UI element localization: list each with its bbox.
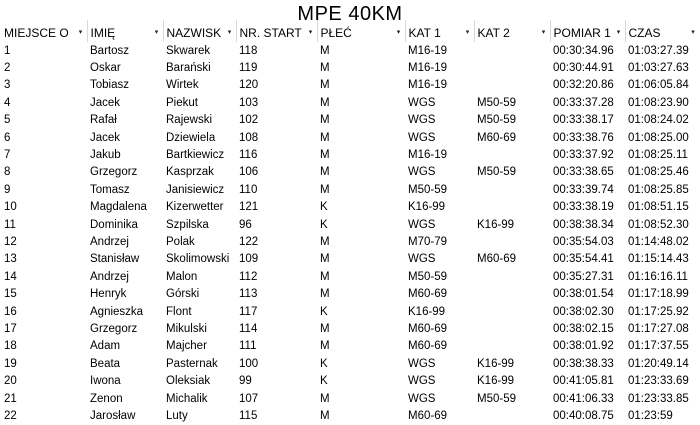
cell-gender: M	[320, 270, 330, 283]
cell-category-2: M50-59	[477, 166, 516, 179]
cell-place: 6	[4, 131, 11, 144]
cell-split-1: 00:41:06.33	[553, 392, 614, 405]
cell-gender: M	[320, 149, 330, 162]
cell-last-name: Flont	[166, 305, 192, 318]
cell-gender: K	[320, 201, 328, 214]
cell-place: 5	[4, 114, 11, 127]
cell-gender: M	[320, 183, 330, 196]
cell-start-number: 113	[239, 288, 258, 301]
cell-time: 01:08:25.11	[628, 149, 688, 162]
table-body	[1, 42, 699, 425]
cell-split-1: 00:35:54.03	[553, 235, 614, 248]
filter-dropdown-icon[interactable]: ▾	[396, 29, 401, 36]
cell-category-2	[474, 303, 550, 320]
cell-category-1: WGS	[408, 392, 436, 405]
table-row	[1, 338, 699, 355]
cell-gender: M	[320, 166, 330, 179]
column-header-place[interactable]	[1, 20, 87, 42]
cell-split-1: 00:40:08.75	[553, 409, 614, 422]
cell-start-number: 103	[239, 96, 259, 109]
table-row	[1, 233, 699, 250]
column-header-label: KAT 2	[477, 26, 510, 40]
cell-gender: M	[320, 79, 330, 92]
filter-dropdown-icon[interactable]: ▾	[616, 29, 621, 36]
cell-category-1: WGS	[408, 114, 436, 127]
cell-start-number: 102	[239, 114, 259, 127]
cell-last-name: Malon	[166, 270, 198, 283]
table-row	[1, 181, 699, 198]
cell-gender: M	[320, 44, 330, 57]
cell-time: 01:08:25.00	[628, 131, 689, 144]
column-header-split-1[interactable]	[550, 20, 625, 42]
cell-first-name: Agnieszka	[90, 305, 144, 318]
column-header-label: PŁEĆ	[320, 26, 352, 40]
column-header-start-number[interactable]	[236, 20, 317, 42]
cell-last-name: Bartkiewicz	[166, 149, 225, 162]
cell-category-2	[474, 77, 550, 94]
cell-split-1: 00:33:38.19	[553, 201, 614, 214]
table-row	[1, 77, 699, 94]
cell-place: 10	[4, 201, 17, 214]
cell-category-2: M60-69	[477, 131, 516, 144]
cell-start-number: 121	[239, 201, 259, 214]
cell-start-number: 100	[239, 357, 259, 370]
cell-category-1: M60-69	[408, 288, 447, 301]
cell-time: 01:06:05.84	[628, 79, 689, 92]
cell-last-name: Luty	[166, 409, 188, 422]
cell-place: 16	[4, 305, 17, 318]
column-header-label: POMIAR 1	[553, 26, 611, 40]
cell-time: 01:23:59	[628, 409, 673, 422]
column-header-label: CZAS	[628, 26, 661, 40]
cell-start-number: 119	[239, 62, 258, 75]
cell-last-name: Górski	[166, 288, 200, 301]
cell-last-name: Skwarek	[166, 44, 211, 57]
filter-dropdown-icon[interactable]: ▾	[691, 29, 695, 36]
cell-gender: M	[320, 409, 330, 422]
cell-split-1: 00:33:37.28	[553, 96, 614, 109]
cell-category-1: WGS	[408, 357, 436, 370]
cell-split-1: 00:41:05.81	[553, 375, 614, 388]
cell-start-number: 109	[239, 253, 259, 266]
cell-start-number: 120	[239, 79, 259, 92]
filter-dropdown-icon[interactable]: ▾	[465, 29, 470, 36]
cell-first-name: Tomasz	[90, 183, 130, 196]
table-row	[1, 303, 699, 320]
cell-category-1: WGS	[408, 131, 436, 144]
cell-first-name: Jakub	[90, 149, 121, 162]
filter-dropdown-icon[interactable]: ▾	[541, 29, 546, 36]
cell-first-name: Beata	[90, 357, 121, 370]
cell-start-number: 99	[239, 375, 252, 388]
cell-time: 01:08:25.46	[628, 166, 689, 179]
table-row	[1, 164, 699, 181]
cell-place: 13	[4, 253, 17, 266]
cell-gender: M	[320, 131, 330, 144]
cell-last-name: Szpilska	[166, 218, 209, 231]
cell-category-1: K16-99	[408, 201, 446, 214]
cell-category-1: WGS	[408, 96, 436, 109]
cell-gender: M	[320, 96, 330, 109]
filter-dropdown-icon[interactable]: ▾	[308, 29, 313, 36]
cell-category-2	[474, 285, 550, 302]
cell-category-1: M16-19	[408, 44, 447, 57]
cell-category-2	[474, 42, 550, 59]
cell-time: 01:17:18.99	[628, 288, 689, 301]
cell-split-1: 00:30:44.91	[553, 62, 614, 75]
cell-gender: M	[320, 62, 330, 75]
filter-dropdown-icon[interactable]: ▾	[78, 29, 83, 36]
cell-last-name: Pasternak	[166, 357, 218, 370]
table-row	[1, 390, 699, 407]
cell-category-1: M16-19	[408, 62, 447, 75]
cell-first-name: Dominika	[90, 218, 138, 231]
cell-start-number: 116	[239, 149, 258, 162]
cell-category-1: M50-59	[408, 270, 447, 283]
cell-split-1: 00:30:34.96	[553, 44, 614, 57]
cell-first-name: Jacek	[90, 96, 121, 109]
cell-place: 9	[4, 183, 11, 196]
cell-gender: K	[320, 375, 328, 388]
cell-first-name: Tobiasz	[90, 79, 129, 92]
column-header-category-2[interactable]	[474, 20, 550, 42]
cell-time: 01:20:49.14	[628, 357, 689, 370]
table-row	[1, 216, 699, 233]
cell-first-name: Iwona	[90, 375, 121, 388]
cell-category-1: WGS	[408, 218, 436, 231]
cell-last-name: Rajewski	[166, 114, 213, 127]
cell-place: 2	[4, 62, 11, 75]
cell-gender: M	[320, 235, 330, 248]
cell-time: 01:08:51.15	[628, 201, 689, 214]
column-header-label: NAZWISK	[166, 26, 222, 40]
cell-category-1: WGS	[408, 166, 436, 179]
cell-category-2: M50-59	[477, 392, 516, 405]
cell-category-1: M70-79	[408, 235, 447, 248]
cell-first-name: Jarosław	[90, 409, 136, 422]
cell-start-number: 112	[239, 270, 258, 283]
results-table	[1, 20, 699, 425]
cell-first-name: Magdalena	[90, 201, 147, 214]
cell-start-number: 118	[239, 44, 258, 57]
cell-time: 01:08:25.85	[628, 183, 689, 196]
cell-place: 19	[4, 357, 17, 370]
cell-gender: M	[320, 288, 330, 301]
cell-time: 01:03:27.39	[628, 44, 689, 57]
cell-category-1: M16-19	[408, 79, 447, 92]
column-header-gender[interactable]	[317, 20, 405, 42]
table-row	[1, 94, 699, 111]
cell-start-number: 115	[239, 409, 258, 422]
cell-category-2	[474, 407, 550, 424]
cell-place: 4	[4, 96, 11, 109]
cell-last-name: Oleksiak	[166, 375, 211, 388]
cell-place: 8	[4, 166, 11, 179]
cell-last-name: Piekut	[166, 96, 198, 109]
cell-category-1: K16-99	[408, 305, 446, 318]
cell-split-1: 00:38:38.33	[553, 357, 614, 370]
cell-place: 14	[4, 270, 17, 283]
cell-first-name: Rafał	[90, 114, 117, 127]
column-header-time[interactable]	[625, 20, 699, 42]
table-row	[1, 407, 699, 424]
cell-category-2: K16-99	[477, 375, 515, 388]
cell-category-1: M60-69	[408, 322, 447, 335]
table-row	[1, 355, 699, 372]
cell-category-1: M60-69	[408, 340, 447, 353]
cell-time: 01:23:33.69	[628, 375, 689, 388]
cell-category-2	[474, 199, 550, 216]
cell-last-name: Majcher	[166, 340, 207, 353]
cell-first-name: Oskar	[90, 62, 121, 75]
table-row	[1, 42, 699, 59]
cell-start-number: 96	[239, 218, 252, 231]
cell-last-name: Skolimowski	[166, 253, 230, 266]
cell-split-1: 00:33:39.74	[553, 183, 614, 196]
cell-split-1: 00:38:02.30	[553, 305, 614, 318]
cell-start-number: 107	[239, 392, 259, 405]
cell-place: 20	[4, 375, 17, 388]
cell-gender: K	[320, 218, 328, 231]
cell-time: 01:08:52.30	[628, 218, 689, 231]
cell-start-number: 108	[239, 131, 259, 144]
table-row	[1, 372, 699, 389]
cell-gender: M	[320, 322, 330, 335]
table-row	[1, 199, 699, 216]
cell-last-name: Dziewiela	[166, 131, 216, 144]
cell-category-2: K16-99	[477, 218, 515, 231]
cell-place: 11	[4, 218, 16, 231]
cell-place: 21	[4, 392, 17, 405]
cell-last-name: Michalik	[166, 392, 208, 405]
cell-category-1: M50-59	[408, 183, 447, 196]
column-header-last-name[interactable]	[163, 20, 236, 42]
table-row	[1, 59, 699, 76]
cell-start-number: 117	[239, 305, 258, 318]
cell-start-number: 114	[239, 322, 258, 335]
cell-gender: K	[320, 305, 328, 318]
cell-first-name: Andrzej	[90, 235, 129, 248]
cell-gender: M	[320, 114, 330, 127]
cell-category-1: WGS	[408, 375, 436, 388]
cell-first-name: Grzegorz	[90, 322, 138, 335]
table-row	[1, 320, 699, 337]
cell-last-name: Polak	[166, 235, 195, 248]
cell-last-name: Barański	[166, 62, 211, 75]
cell-category-2	[474, 59, 550, 76]
cell-place: 1	[4, 44, 11, 57]
cell-first-name: Zenon	[90, 392, 123, 405]
cell-gender: M	[320, 392, 330, 405]
column-header-label: KAT 1	[408, 26, 441, 40]
cell-category-2	[474, 146, 550, 163]
cell-place: 12	[4, 235, 17, 248]
cell-first-name: Grzegorz	[90, 166, 138, 179]
table-row	[1, 112, 699, 129]
cell-last-name: Janisiewicz	[166, 183, 225, 196]
cell-split-1: 00:38:02.15	[553, 322, 614, 335]
cell-place: 18	[4, 340, 17, 353]
column-header-label: IMIĘ	[90, 26, 116, 40]
cell-time: 01:08:23.90	[628, 96, 689, 109]
cell-split-1: 00:38:01.54	[553, 288, 614, 301]
cell-category-2	[474, 181, 550, 198]
cell-split-1: 00:35:54.41	[553, 253, 614, 266]
cell-category-1: M16-19	[408, 149, 447, 162]
filter-dropdown-icon[interactable]: ▾	[154, 29, 159, 36]
cell-time: 01:15:14.43	[628, 253, 689, 266]
page-title: MPE 40KM	[297, 3, 403, 25]
filter-dropdown-icon[interactable]: ▾	[227, 29, 232, 36]
cell-split-1: 00:38:38.34	[553, 218, 614, 231]
cell-first-name: Bartosz	[90, 44, 129, 57]
cell-place: 22	[4, 409, 17, 422]
cell-category-2: K16-99	[477, 357, 515, 370]
cell-first-name: Stanisław	[90, 253, 140, 266]
cell-split-1: 00:33:38.65	[553, 166, 614, 179]
table-row	[1, 268, 699, 285]
cell-start-number: 106	[239, 166, 259, 179]
cell-time: 01:14:48.02	[628, 235, 689, 248]
cell-last-name: Kizerwetter	[166, 201, 224, 214]
cell-time: 01:08:24.02	[628, 114, 689, 127]
table-row	[1, 251, 699, 268]
cell-gender: K	[320, 357, 328, 370]
column-header-first-name[interactable]	[87, 20, 163, 42]
cell-first-name: Adam	[90, 340, 121, 353]
cell-time: 01:03:27.63	[628, 62, 689, 75]
cell-gender: M	[320, 253, 330, 266]
cell-category-1: M60-69	[408, 409, 447, 422]
cell-first-name: Henryk	[90, 288, 127, 301]
column-header-label: NR. START	[239, 26, 302, 40]
column-header-category-1[interactable]	[405, 20, 474, 42]
header-row	[1, 20, 699, 42]
cell-split-1: 00:32:20.86	[553, 79, 614, 92]
cell-split-1: 00:33:38.76	[553, 131, 614, 144]
cell-split-1: 00:33:37.92	[553, 149, 614, 162]
cell-category-2: M50-59	[477, 96, 516, 109]
cell-time: 01:17:27.08	[628, 322, 689, 335]
cell-first-name: Jacek	[90, 131, 121, 144]
cell-start-number: 110	[239, 183, 258, 196]
cell-first-name: Andrzej	[90, 270, 129, 283]
cell-start-number: 111	[239, 340, 257, 353]
cell-start-number: 122	[239, 235, 259, 248]
cell-category-2	[474, 268, 550, 285]
cell-split-1: 00:35:27.31	[553, 270, 614, 283]
cell-split-1: 00:33:38.17	[553, 114, 614, 127]
cell-time: 01:17:37.55	[628, 340, 689, 353]
cell-category-2: M50-59	[477, 114, 516, 127]
cell-category-2	[474, 338, 550, 355]
column-header-label: MIEJSCE O	[4, 26, 69, 40]
cell-last-name: Mikulski	[166, 322, 207, 335]
cell-place: 15	[4, 288, 17, 301]
cell-split-1: 00:38:01.92	[553, 340, 614, 353]
cell-time: 01:16:16.11	[628, 270, 688, 283]
cell-category-1: WGS	[408, 253, 436, 266]
cell-place: 17	[4, 322, 17, 335]
cell-last-name: Wirtek	[166, 79, 199, 92]
cell-time: 01:17:25.92	[628, 305, 689, 318]
cell-time: 01:23:33.85	[628, 392, 689, 405]
cell-place: 3	[4, 79, 11, 92]
table-row	[1, 146, 699, 163]
table-row	[1, 285, 699, 302]
cell-place: 7	[4, 149, 11, 162]
cell-last-name: Kasprzak	[166, 166, 214, 179]
table-row	[1, 129, 699, 146]
cell-category-2: M60-69	[477, 253, 516, 266]
cell-category-2	[474, 233, 550, 250]
cell-category-2	[474, 320, 550, 337]
cell-gender: M	[320, 340, 330, 353]
